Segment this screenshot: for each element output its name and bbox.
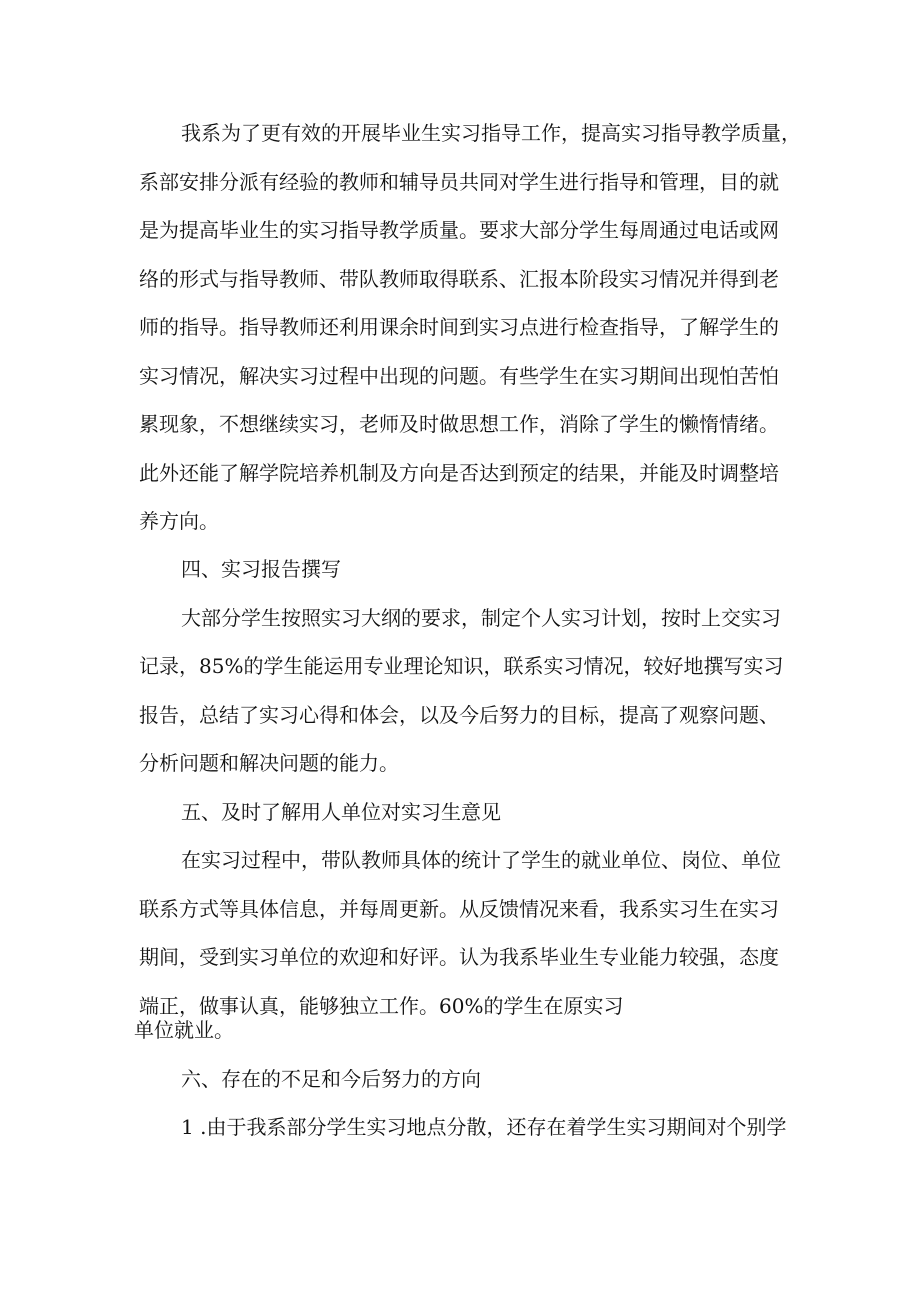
paragraph-3-line-5: 单位就业。 <box>134 1018 234 1042</box>
paragraph-3-line-1: 在实习过程中，带队教师具体的统计了学生的就业单位、岗位、单位 <box>181 848 781 872</box>
paragraph-1-line-3: 是为提高毕业生的实习指导教学质量。要求大部分学生每周通过电话或网 <box>139 218 779 242</box>
section-heading-4: 四、实习报告撰写 <box>181 557 341 581</box>
paragraph-1-line-8: 此外还能了解学院培养机制及方向是否达到预定的结果，并能及时调整培 <box>139 461 779 485</box>
paragraph-3-line-4: 端正，做事认真，能够独立工作。60%的学生在原实习 <box>139 994 624 1018</box>
paragraph-1-line-5: 师的指导。指导教师还利用课余时间到实习点进行检查指导，了解学生的 <box>139 315 779 339</box>
paragraph-3-line-3: 期间，受到实习单位的欢迎和好评。认为我系毕业生专业能力较强，态度 <box>139 945 779 969</box>
section-heading-6: 六、存在的不足和今后努力的方向 <box>181 1067 481 1091</box>
paragraph-3-line-2: 联系方式等具体信息，并每周更新。从反馈情况来看，我系实习生在实习 <box>139 897 779 921</box>
paragraph-1-line-9: 养方向。 <box>139 509 219 533</box>
paragraph-1-line-2: 系部安排分派有经验的教师和辅导员共同对学生进行指导和管理，目的就 <box>139 170 779 194</box>
paragraph-1-line-7: 累现象，不想继续实习，老师及时做思想工作，消除了学生的懒惰情绪。 <box>139 412 779 436</box>
paragraph-1-line-1: 我系为了更有效的开展毕业生实习指导工作，提高实习指导教学质量， <box>181 121 801 145</box>
paragraph-2-line-2: 记录，85%的学生能运用专业理论知识，联系实习情况，较好地撰写实习 <box>139 654 784 678</box>
paragraph-2-line-1: 大部分学生按照实习大纲的要求，制定个人实习计划，按时上交实习 <box>181 606 781 630</box>
paragraph-4-line-1: 1 .由于我系部分学生实习地点分散，还存在着学生实习期间对个别学 <box>181 1115 787 1139</box>
paragraph-2-line-3: 报告，总结了实习心得和体会，以及今后努力的目标，提高了观察问题、 <box>139 703 779 727</box>
paragraph-1-line-6: 实习情况，解决实习过程中出现的问题。有些学生在实习期间出现怕苦怕 <box>139 364 779 388</box>
paragraph-2-line-4: 分析问题和解决问题的能力。 <box>139 751 399 775</box>
section-heading-5: 五、及时了解用人单位对实习生意见 <box>181 800 501 824</box>
paragraph-1-line-4: 络的形式与指导教师、带队教师取得联系、汇报本阶段实习情况并得到老 <box>139 267 779 291</box>
